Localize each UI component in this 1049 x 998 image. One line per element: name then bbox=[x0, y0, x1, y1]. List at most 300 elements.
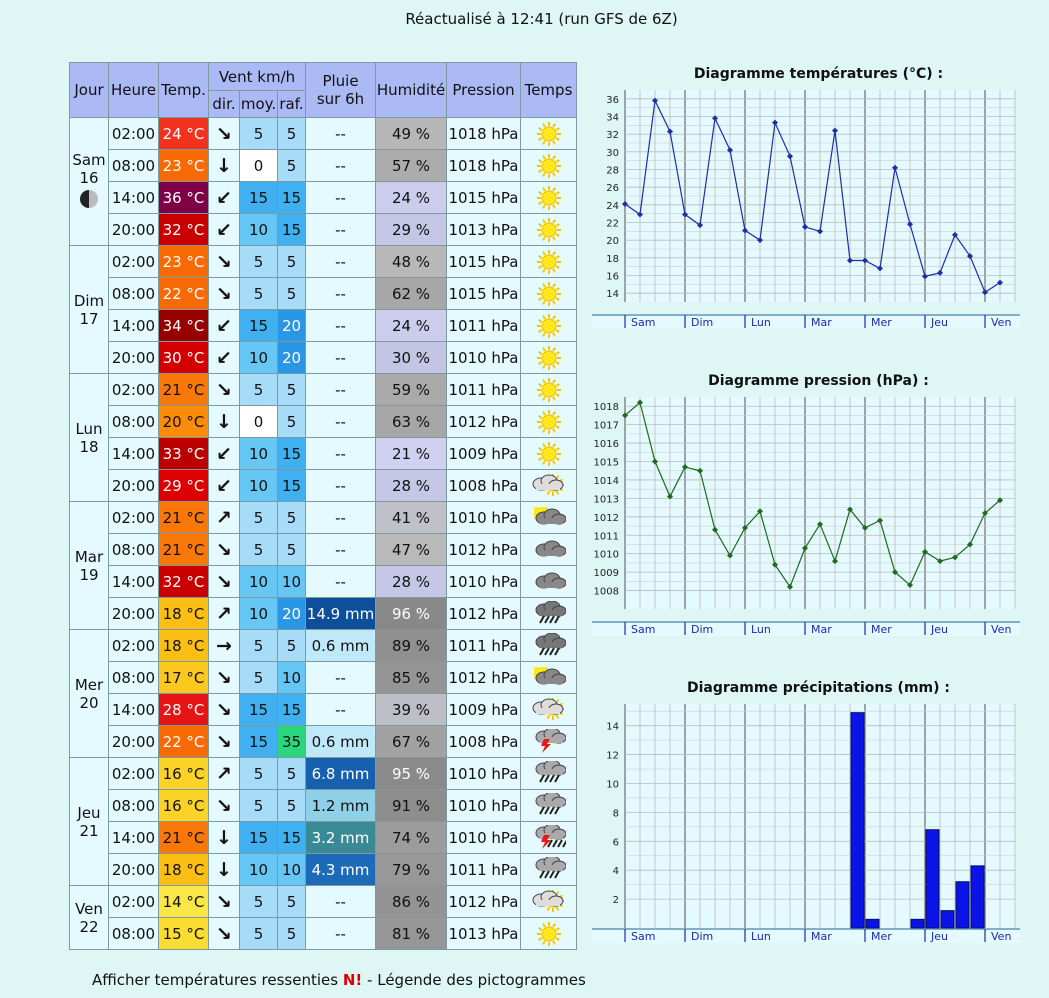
wind-gust-cell: 5 bbox=[278, 374, 306, 406]
wind-arrow-icon: ↘ bbox=[216, 922, 232, 945]
pressure-cell: 1010 hPa bbox=[447, 790, 521, 822]
weather-cell bbox=[521, 918, 577, 950]
pressure-cell: 1009 hPa bbox=[447, 438, 521, 470]
humidity-cell: 74 % bbox=[376, 822, 447, 854]
pressure-cell: 1010 hPa bbox=[447, 342, 521, 374]
humidity-cell: 41 % bbox=[376, 502, 447, 534]
temp-cell: 18 °C bbox=[159, 630, 209, 662]
x-tick-label: Ven bbox=[991, 316, 1012, 329]
weather-cell bbox=[521, 534, 577, 566]
table-row bbox=[70, 118, 577, 150]
col-header-pluie bbox=[306, 63, 376, 118]
temperature-chart bbox=[588, 62, 1028, 338]
day-name: Sam bbox=[72, 151, 106, 169]
wind-gust-cell: 5 bbox=[278, 118, 306, 150]
pressure-cell: 1011 hPa bbox=[447, 854, 521, 886]
sun-cloud-icon bbox=[532, 697, 566, 723]
wind-direction-cell bbox=[209, 342, 240, 374]
temp-cell: 21 °C bbox=[159, 502, 209, 534]
weather-cell bbox=[521, 118, 577, 150]
wind-arrow-icon: ↘ bbox=[216, 890, 232, 913]
sun-icon bbox=[532, 281, 566, 307]
rain-cell: 0.6 mm bbox=[306, 726, 376, 758]
hour-cell: 08:00 bbox=[109, 790, 159, 822]
rain-cell: -- bbox=[306, 918, 376, 950]
rain-cell: -- bbox=[306, 214, 376, 246]
humidity-cell: 29 % bbox=[376, 214, 447, 246]
weather-cell bbox=[521, 470, 577, 502]
x-tick-label: Lun bbox=[751, 623, 771, 636]
y-tick-label: 26 bbox=[606, 183, 619, 195]
humidity-cell: 81 % bbox=[376, 918, 447, 950]
pressure-cell: 1015 hPa bbox=[447, 246, 521, 278]
col-header-jour: Jour bbox=[70, 63, 109, 118]
wind-arrow-icon: ↘ bbox=[216, 730, 232, 753]
day-name: Jeu bbox=[77, 803, 101, 822]
cloud-icon bbox=[532, 569, 566, 595]
weather-cell bbox=[521, 630, 577, 662]
y-tick-label: 1015 bbox=[593, 457, 619, 469]
temp-cell: 36 °C bbox=[159, 182, 209, 214]
legend-link[interactable]: - Légende des pictogrammes bbox=[367, 971, 586, 989]
chart-title: Diagramme températures (°C) : bbox=[693, 66, 944, 82]
wind-gust-cell: 15 bbox=[278, 182, 306, 214]
wind-direction-cell bbox=[209, 150, 240, 182]
temp-cell: 17 °C bbox=[159, 662, 209, 694]
rain-cell: -- bbox=[306, 662, 376, 694]
precip-bar bbox=[941, 911, 954, 928]
weather-cell bbox=[521, 182, 577, 214]
wind-gust-cell: 10 bbox=[278, 662, 306, 694]
wind-direction-cell bbox=[209, 534, 240, 566]
temp-cell: 18 °C bbox=[159, 598, 209, 630]
y-tick-label: 24 bbox=[606, 200, 619, 212]
day-cell bbox=[70, 118, 109, 246]
wind-gust-cell: 15 bbox=[278, 822, 306, 854]
pressure-cell: 1018 hPa bbox=[447, 118, 521, 150]
wind-gust-cell: 5 bbox=[278, 150, 306, 182]
wind-direction-cell bbox=[209, 406, 240, 438]
col-header-humidite: Humidité bbox=[376, 63, 447, 118]
table-row bbox=[70, 822, 577, 854]
wind-arrow-icon: ↘ bbox=[216, 250, 232, 273]
table-row bbox=[70, 662, 577, 694]
wind-gust-cell: 15 bbox=[278, 438, 306, 470]
col-header-moy: moy. bbox=[240, 91, 278, 118]
hour-cell: 14:00 bbox=[109, 310, 159, 342]
humidity-cell: 59 % bbox=[376, 374, 447, 406]
humidity-cell: 79 % bbox=[376, 854, 447, 886]
humidity-cell: 62 % bbox=[376, 278, 447, 310]
wind-gust-cell: 5 bbox=[278, 246, 306, 278]
table-row bbox=[70, 438, 577, 470]
wind-gust-cell: 10 bbox=[278, 566, 306, 598]
page-title: Réactualisé à 12:41 (run GFS de 6Z) bbox=[405, 10, 678, 28]
wind-speed-cell: 5 bbox=[240, 790, 278, 822]
wind-direction-cell bbox=[209, 214, 240, 246]
y-tick-label: 1011 bbox=[593, 531, 619, 543]
precipitation-chart-svg bbox=[588, 676, 1028, 948]
rain-cell: -- bbox=[306, 374, 376, 406]
day-number: 17 bbox=[79, 309, 99, 328]
col-header-heure: Heure bbox=[109, 63, 159, 118]
wind-arrow-icon: ↘ bbox=[216, 282, 232, 305]
rain-sun-icon bbox=[532, 857, 566, 883]
precip-bar bbox=[956, 882, 969, 928]
weather-cell bbox=[521, 790, 577, 822]
wind-gust-cell: 15 bbox=[278, 214, 306, 246]
temp-cell: 18 °C bbox=[159, 854, 209, 886]
day-cell bbox=[70, 886, 109, 950]
storm-icon bbox=[532, 729, 566, 755]
humidity-cell: 21 % bbox=[376, 438, 447, 470]
y-tick-label: 1014 bbox=[593, 475, 619, 487]
pressure-cell: 1012 hPa bbox=[447, 406, 521, 438]
day-cell bbox=[70, 246, 109, 374]
y-tick-label: 1008 bbox=[593, 586, 619, 598]
col-header-pression: Pression bbox=[447, 63, 521, 118]
humidity-cell: 47 % bbox=[376, 534, 447, 566]
temp-cell: 16 °C bbox=[159, 790, 209, 822]
feels-like-link[interactable]: Afficher températures ressenties bbox=[92, 971, 339, 989]
wind-speed-cell: 5 bbox=[240, 278, 278, 310]
wind-arrow-icon: ↙ bbox=[216, 474, 232, 497]
wind-direction-cell bbox=[209, 598, 240, 630]
rain-cell: -- bbox=[306, 438, 376, 470]
hour-cell: 02:00 bbox=[109, 374, 159, 406]
forecast-table bbox=[69, 62, 577, 950]
wind-speed-cell: 5 bbox=[240, 662, 278, 694]
humidity-cell: 30 % bbox=[376, 342, 447, 374]
wind-gust-cell: 5 bbox=[278, 534, 306, 566]
wind-speed-cell: 15 bbox=[240, 694, 278, 726]
table-row bbox=[70, 918, 577, 950]
rain-cell: -- bbox=[306, 118, 376, 150]
wind-arrow-icon: ↙ bbox=[216, 314, 232, 337]
rain-cell: -- bbox=[306, 886, 376, 918]
wind-gust-cell: 5 bbox=[278, 918, 306, 950]
pressure-cell: 1008 hPa bbox=[447, 470, 521, 502]
wind-direction-cell bbox=[209, 310, 240, 342]
temp-cell: 23 °C bbox=[159, 246, 209, 278]
x-tick-label: Sam bbox=[631, 930, 656, 943]
hour-cell: 20:00 bbox=[109, 726, 159, 758]
wind-gust-cell: 20 bbox=[278, 598, 306, 630]
temp-cell: 32 °C bbox=[159, 566, 209, 598]
wind-speed-cell: 5 bbox=[240, 534, 278, 566]
y-tick-label: 22 bbox=[606, 218, 619, 230]
rain-cell: 6.8 mm bbox=[306, 758, 376, 790]
table-row bbox=[70, 502, 577, 534]
pressure-cell: 1012 hPa bbox=[447, 534, 521, 566]
y-tick-label: 10 bbox=[606, 779, 619, 791]
hour-cell: 02:00 bbox=[109, 246, 159, 278]
wind-gust-cell: 5 bbox=[278, 790, 306, 822]
pressure-cell: 1010 hPa bbox=[447, 758, 521, 790]
x-tick-label: Mer bbox=[871, 623, 892, 636]
wind-speed-cell: 5 bbox=[240, 630, 278, 662]
x-tick-label: Sam bbox=[631, 316, 656, 329]
wind-arrow-icon: ↙ bbox=[216, 218, 232, 241]
table-row bbox=[70, 726, 577, 758]
weather-cell bbox=[521, 886, 577, 918]
y-tick-label: 1010 bbox=[593, 549, 619, 561]
cloud-icon bbox=[532, 537, 566, 563]
hour-cell: 08:00 bbox=[109, 662, 159, 694]
x-tick-label: Mar bbox=[811, 623, 832, 636]
rain-cell: -- bbox=[306, 342, 376, 374]
pressure-cell: 1010 hPa bbox=[447, 566, 521, 598]
table-row bbox=[70, 214, 577, 246]
hour-cell: 02:00 bbox=[109, 502, 159, 534]
weather-cell bbox=[521, 342, 577, 374]
wind-arrow-icon: → bbox=[216, 634, 232, 657]
weather-cell bbox=[521, 374, 577, 406]
precip-bar bbox=[926, 830, 939, 928]
rain-cell: 14.9 mm bbox=[306, 598, 376, 630]
pressure-cell: 1010 hPa bbox=[447, 502, 521, 534]
temp-cell: 20 °C bbox=[159, 406, 209, 438]
day-cell bbox=[70, 758, 109, 886]
humidity-cell: 57 % bbox=[376, 150, 447, 182]
hour-cell: 14:00 bbox=[109, 694, 159, 726]
hour-cell: 08:00 bbox=[109, 406, 159, 438]
table-row bbox=[70, 470, 577, 502]
pressure-cell: 1011 hPa bbox=[447, 374, 521, 406]
y-tick-label: 16 bbox=[606, 271, 619, 283]
y-tick-label: 1012 bbox=[593, 512, 619, 524]
wind-arrow-icon: ↘ bbox=[216, 378, 232, 401]
hour-cell: 08:00 bbox=[109, 534, 159, 566]
humidity-cell: 96 % bbox=[376, 598, 447, 630]
day-number: 22 bbox=[79, 917, 99, 936]
wind-direction-cell bbox=[209, 822, 240, 854]
day-name: Ven bbox=[75, 899, 103, 918]
rain-cell: -- bbox=[306, 310, 376, 342]
pressure-cell: 1015 hPa bbox=[447, 278, 521, 310]
weather-cell bbox=[521, 854, 577, 886]
day-name: Dim bbox=[73, 291, 105, 310]
wind-speed-cell: 15 bbox=[240, 182, 278, 214]
temp-cell: 22 °C bbox=[159, 278, 209, 310]
cloud-sun-icon bbox=[532, 505, 566, 531]
y-tick-label: 4 bbox=[612, 866, 619, 878]
humidity-cell: 67 % bbox=[376, 726, 447, 758]
rain-icon bbox=[532, 601, 566, 627]
wind-direction-cell bbox=[209, 630, 240, 662]
precip-bar bbox=[971, 866, 984, 928]
y-tick-label: 32 bbox=[606, 130, 619, 142]
pressure-cell: 1008 hPa bbox=[447, 726, 521, 758]
y-tick-label: 20 bbox=[606, 236, 619, 248]
rain-cell: -- bbox=[306, 470, 376, 502]
col-header-vent: Vent km/h bbox=[209, 63, 306, 91]
table-row bbox=[70, 150, 577, 182]
pressure-cell: 1012 hPa bbox=[447, 662, 521, 694]
x-tick-label: Lun bbox=[751, 930, 771, 943]
temp-cell: 16 °C bbox=[159, 758, 209, 790]
y-tick-label: 18 bbox=[606, 253, 619, 265]
rain-icon bbox=[532, 633, 566, 659]
wind-arrow-icon: ↘ bbox=[216, 538, 232, 561]
humidity-cell: 85 % bbox=[376, 662, 447, 694]
humidity-cell: 28 % bbox=[376, 566, 447, 598]
weather-cell bbox=[521, 438, 577, 470]
wind-gust-cell: 5 bbox=[278, 886, 306, 918]
y-tick-label: 1009 bbox=[593, 568, 619, 580]
wind-direction-cell bbox=[209, 118, 240, 150]
weather-cell bbox=[521, 214, 577, 246]
hour-cell: 02:00 bbox=[109, 118, 159, 150]
cloud-sun-icon bbox=[532, 665, 566, 691]
weather-cell bbox=[521, 758, 577, 790]
x-tick-label: Jeu bbox=[931, 316, 948, 329]
col-header-raf: raf. bbox=[278, 91, 306, 118]
wind-arrow-icon: ↗ bbox=[216, 602, 232, 625]
rain-cell: 1.2 mm bbox=[306, 790, 376, 822]
wind-speed-cell: 10 bbox=[240, 470, 278, 502]
wind-speed-cell: 5 bbox=[240, 886, 278, 918]
precip-bar bbox=[866, 919, 879, 928]
temp-cell: 23 °C bbox=[159, 150, 209, 182]
sun-icon bbox=[532, 217, 566, 243]
wind-direction-cell bbox=[209, 662, 240, 694]
wind-arrow-icon: ↙ bbox=[216, 186, 232, 209]
rain-cell: 4.3 mm bbox=[306, 854, 376, 886]
hour-cell: 02:00 bbox=[109, 886, 159, 918]
wind-speed-cell: 10 bbox=[240, 342, 278, 374]
chart-title: Diagramme précipitations (mm) : bbox=[687, 680, 950, 696]
temp-cell: 14 °C bbox=[159, 886, 209, 918]
wind-arrow-icon: ↗ bbox=[216, 506, 232, 529]
y-tick-label: 36 bbox=[606, 94, 619, 106]
pressure-cell: 1012 hPa bbox=[447, 886, 521, 918]
temp-cell: 21 °C bbox=[159, 534, 209, 566]
x-axis-band bbox=[592, 929, 1020, 943]
x-tick-label: Ven bbox=[991, 930, 1012, 943]
table-row bbox=[70, 278, 577, 310]
rain-sun-icon bbox=[532, 793, 566, 819]
wind-speed-cell: 5 bbox=[240, 374, 278, 406]
pressure-cell: 1010 hPa bbox=[447, 822, 521, 854]
temp-cell: 24 °C bbox=[159, 118, 209, 150]
wind-arrow-icon: ↙ bbox=[216, 442, 232, 465]
y-tick-label: 1018 bbox=[593, 402, 619, 414]
wind-gust-cell: 35 bbox=[278, 726, 306, 758]
col-header-temps: Temps bbox=[521, 63, 577, 118]
x-axis-band bbox=[592, 622, 1020, 636]
y-tick-label: 1013 bbox=[593, 494, 619, 506]
table-row bbox=[70, 534, 577, 566]
rain-cell: -- bbox=[306, 406, 376, 438]
table-row bbox=[70, 758, 577, 790]
wind-direction-cell bbox=[209, 470, 240, 502]
y-tick-label: 34 bbox=[606, 112, 619, 124]
wind-speed-cell: 15 bbox=[240, 822, 278, 854]
table-row bbox=[70, 598, 577, 630]
x-tick-label: Jeu bbox=[931, 623, 948, 636]
hour-cell: 14:00 bbox=[109, 822, 159, 854]
weather-cell bbox=[521, 662, 577, 694]
sun-icon bbox=[532, 185, 566, 211]
table-row bbox=[70, 342, 577, 374]
table-row bbox=[70, 374, 577, 406]
wind-speed-cell: 10 bbox=[240, 854, 278, 886]
rain-cell: -- bbox=[306, 182, 376, 214]
precip-bar bbox=[851, 713, 864, 928]
sun-cloud-icon bbox=[532, 889, 566, 915]
weather-cell bbox=[521, 822, 577, 854]
x-tick-label: Lun bbox=[751, 316, 771, 329]
weather-cell bbox=[521, 726, 577, 758]
wind-gust-cell: 15 bbox=[278, 470, 306, 502]
pressure-chart bbox=[588, 369, 1028, 645]
wind-gust-cell: 5 bbox=[278, 502, 306, 534]
precipitation-chart bbox=[588, 676, 1028, 952]
temp-cell: 21 °C bbox=[159, 374, 209, 406]
sun-icon bbox=[532, 153, 566, 179]
wind-direction-cell bbox=[209, 182, 240, 214]
hour-cell: 02:00 bbox=[109, 630, 159, 662]
hour-cell: 20:00 bbox=[109, 342, 159, 374]
sun-icon bbox=[532, 249, 566, 275]
hour-cell: 20:00 bbox=[109, 470, 159, 502]
table-row bbox=[70, 886, 577, 918]
wind-arrow-icon: ↓ bbox=[216, 154, 232, 177]
col-header-dir: dir. bbox=[209, 91, 240, 118]
pluie-line1: Pluie bbox=[322, 72, 359, 90]
table-row bbox=[70, 854, 577, 886]
x-tick-label: Sam bbox=[631, 623, 656, 636]
x-tick-label: Ven bbox=[991, 623, 1012, 636]
hour-cell: 14:00 bbox=[109, 566, 159, 598]
y-tick-label: 28 bbox=[606, 165, 619, 177]
day-number: 21 bbox=[79, 821, 99, 840]
pressure-cell: 1011 hPa bbox=[447, 310, 521, 342]
sun-icon bbox=[532, 345, 566, 371]
wind-direction-cell bbox=[209, 374, 240, 406]
day-number: 16 bbox=[79, 169, 99, 187]
wind-direction-cell bbox=[209, 694, 240, 726]
wind-direction-cell bbox=[209, 886, 240, 918]
wind-speed-cell: 10 bbox=[240, 566, 278, 598]
wind-speed-cell: 10 bbox=[240, 438, 278, 470]
rain-cell: -- bbox=[306, 502, 376, 534]
y-tick-label: 14 bbox=[606, 289, 619, 301]
humidity-cell: 39 % bbox=[376, 694, 447, 726]
wind-speed-cell: 5 bbox=[240, 918, 278, 950]
wind-direction-cell bbox=[209, 790, 240, 822]
temp-cell: 15 °C bbox=[159, 918, 209, 950]
rain-cell: -- bbox=[306, 246, 376, 278]
y-tick-label: 1017 bbox=[593, 420, 619, 432]
x-tick-label: Jeu bbox=[931, 930, 948, 943]
temp-cell: 34 °C bbox=[159, 310, 209, 342]
table-row bbox=[70, 694, 577, 726]
table-row bbox=[70, 182, 577, 214]
wind-speed-cell: 15 bbox=[240, 310, 278, 342]
wind-speed-cell: 5 bbox=[240, 246, 278, 278]
x-tick-label: Mer bbox=[871, 930, 892, 943]
pressure-cell: 1018 hPa bbox=[447, 150, 521, 182]
wind-direction-cell bbox=[209, 726, 240, 758]
wind-speed-cell: 10 bbox=[240, 598, 278, 630]
temp-cell: 28 °C bbox=[159, 694, 209, 726]
y-tick-label: 12 bbox=[606, 750, 619, 762]
chart-title: Diagramme pression (hPa) : bbox=[708, 373, 929, 389]
wind-gust-cell: 5 bbox=[278, 406, 306, 438]
wind-direction-cell bbox=[209, 758, 240, 790]
